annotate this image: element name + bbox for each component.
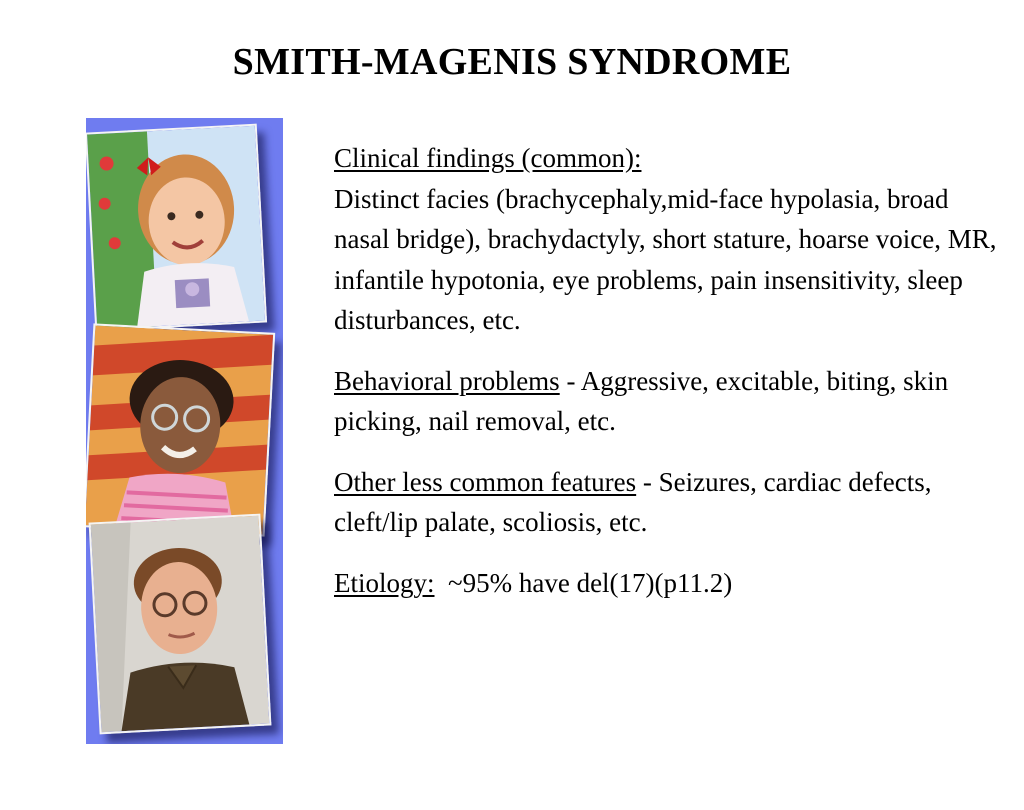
text-behavioral-problems: - Aggressive, excitable, biting, skin picking, nail removal, etc. [334, 365, 949, 436]
section-etiology [334, 563, 1004, 604]
heading-clinical-findings: Clinical findings (common): [334, 143, 642, 173]
text-other-features: - Seizures, cardiac defects, cleft/lip palate, scoliosis, etc. [334, 466, 932, 537]
photo-toddler-girl [86, 124, 267, 332]
section-clinical-findings [334, 138, 1004, 341]
section-other-features [334, 462, 1004, 543]
heading-behavioral-problems: Behavioral problems [334, 365, 560, 396]
findings-text [334, 138, 1004, 623]
section-behavioral-problems [334, 361, 1004, 442]
photo-girl-glasses [86, 323, 275, 536]
text-clinical-findings: Distinct facies (brachycephaly,mid-face hypolasia, broad nasal bridge), brachydactyly, short stature, hoarse voice, MR, infantile hypotonia, eye problems, pain insensitivity, sleep disturbances, etc. [334, 183, 997, 335]
slide-title: SMITH-MAGENIS SYNDROME [232, 41, 792, 83]
photo-collage [86, 118, 283, 744]
heading-etiology: Etiology: [334, 567, 435, 598]
photo-young-man [89, 514, 272, 735]
text-etiology: ~95% have del(17)(p11.2) [434, 567, 733, 598]
heading-other-features: Other less common features [334, 466, 637, 497]
